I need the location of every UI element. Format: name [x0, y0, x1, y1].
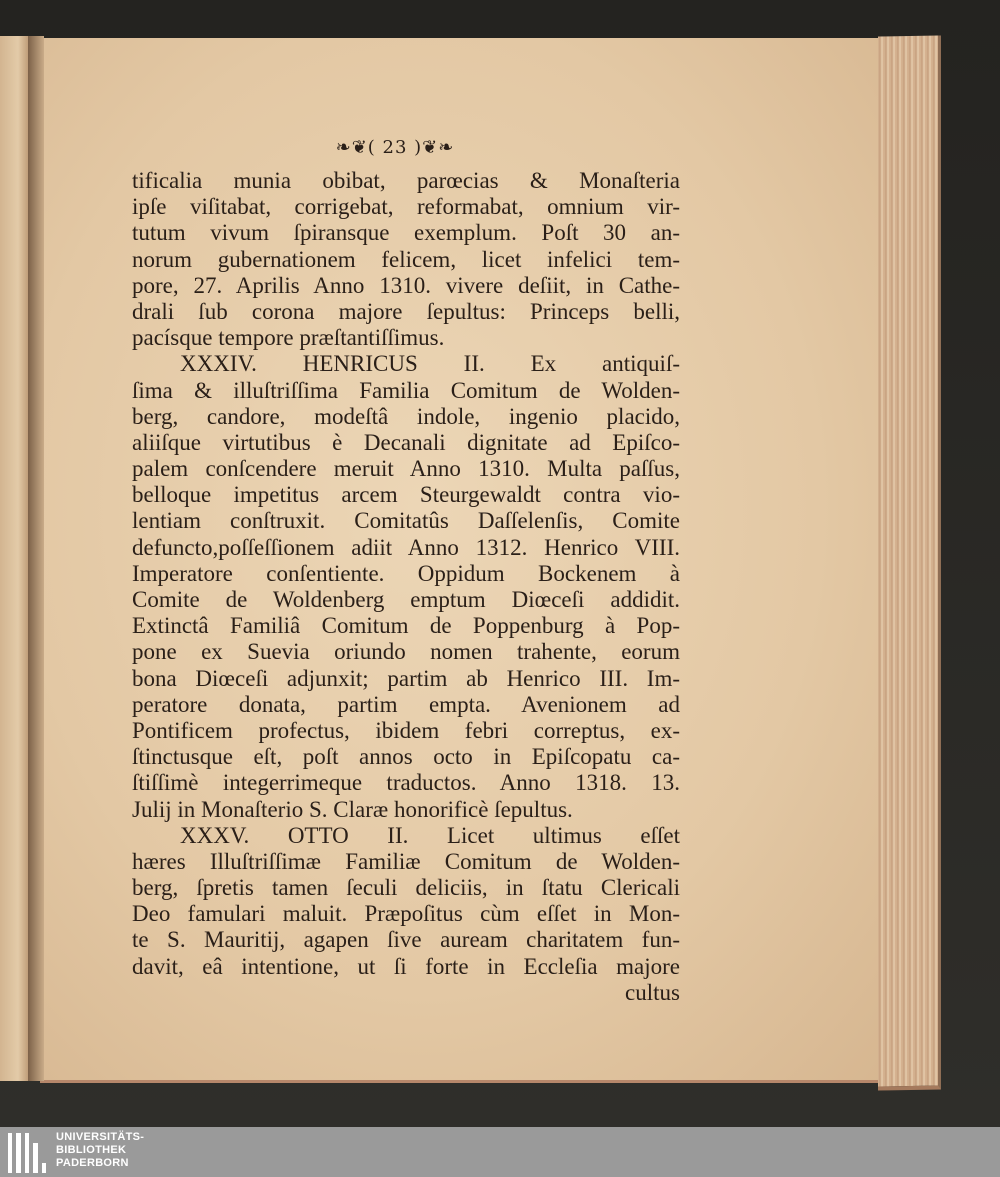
text-line: pore, 27. Aprilis Anno 1310. vivere deſiit, in Cathe- [132, 272, 680, 298]
text-line: XXXIV. HENRICUS II. Ex antiquiſ- [180, 351, 680, 377]
text-line: davit, eâ intentione, ut ſi forte in Eccleſia majore [132, 953, 680, 979]
text-line: bona Diœceſi adjunxit; partim ab Henrico III. Im- [132, 665, 680, 691]
text-line: pone ex Suevia oriundo nomen trahente, eorum [132, 639, 680, 665]
text-line: hæres Illuſtriſſimæ Familiæ Comitum de Wolden- [132, 848, 680, 874]
library-name-line3: PADERBORN [56, 1157, 129, 1169]
text-line: pacísque tempore præſtantiſſimus. [132, 325, 445, 351]
text-line: tutum vivum ſpiransque exemplum. Poſt 30 an- [132, 220, 680, 246]
text-line: peratore donata, partim empta. Avenionem ad [132, 691, 680, 717]
text-line: Deo famulari maluit. Præpoſitus cùm eſſet in Mon- [132, 901, 680, 927]
text-line: defuncto,poſſeſſionem adiit Anno 1312. Henrico VIII. [132, 534, 680, 560]
text-line: tificalia munia obibat, parœcias & Monaſteria [132, 168, 680, 193]
text-line: ſtinctusque eſt, poſt annos octo in Epiſcopatu ca- [132, 744, 680, 770]
text-line: berg, ſpretis tamen ſeculi deliciis, in ſtatu Clericali [132, 875, 680, 901]
text-line: XXXV. OTTO II. Licet ultimus eſſet [180, 822, 680, 848]
library-name-line1: UNIVERSITÄTS- [56, 1131, 145, 1143]
library-logo-icon [8, 1133, 46, 1173]
text-line: ipſe viſitabat, corrigebat, reformabat, omnium vir- [132, 194, 680, 220]
text-line: palem conſcendere meruit Anno 1310. Multa paſſus, [132, 456, 680, 482]
body-text [132, 168, 680, 1006]
text-line: Extinctâ Familiâ Comitum de Poppenburg à Pop- [132, 613, 680, 639]
library-name [56, 1131, 144, 1170]
text-line: te S. Mauritij, agapen ſive auream charitatem fun- [132, 927, 680, 953]
library-footer [0, 1127, 1000, 1177]
text-line: Imperatore conſentiente. Oppidum Bockenem à [132, 560, 680, 586]
text-line: ſtiſſimè integerrimeque traductos. Anno 1318. 13. [132, 770, 680, 796]
text-line: Julij in Monaſterio S. Claræ honorificè ſepultus. [132, 796, 573, 822]
page-edges [878, 35, 941, 1090]
book-gutter [28, 36, 44, 1081]
text-line: norum gubernationem felicem, licet infelici tem- [132, 246, 680, 272]
text-line: cultus [625, 979, 680, 1005]
text-line: berg, candore, modeſtâ indole, ingenio placido, [132, 403, 680, 429]
running-head: ❧❦( 23 )❦❧ [335, 137, 455, 158]
text-line: Pontificem profectus, ibidem febri correptus, ex- [132, 717, 680, 743]
text-line: drali ſub corona majore ſepultus: Princeps belli, [132, 298, 680, 324]
text-line: belloque impetitus arcem Steurgewaldt contra vio- [132, 482, 680, 508]
library-name-line2: BIBLIOTHEK [56, 1144, 127, 1156]
text-line: Comite de Woldenberg emptum Diœceſi addidit. [132, 587, 680, 612]
text-line: lentiam conſtruxit. Comitatûs Daſſelenſis, Comite [132, 508, 680, 534]
text-line: ſima & illuſtriſſima Familia Comitum de Wolden- [132, 377, 680, 403]
text-line: aliiſque virtutibus è Decanali dignitate ad Epiſco- [132, 429, 680, 455]
